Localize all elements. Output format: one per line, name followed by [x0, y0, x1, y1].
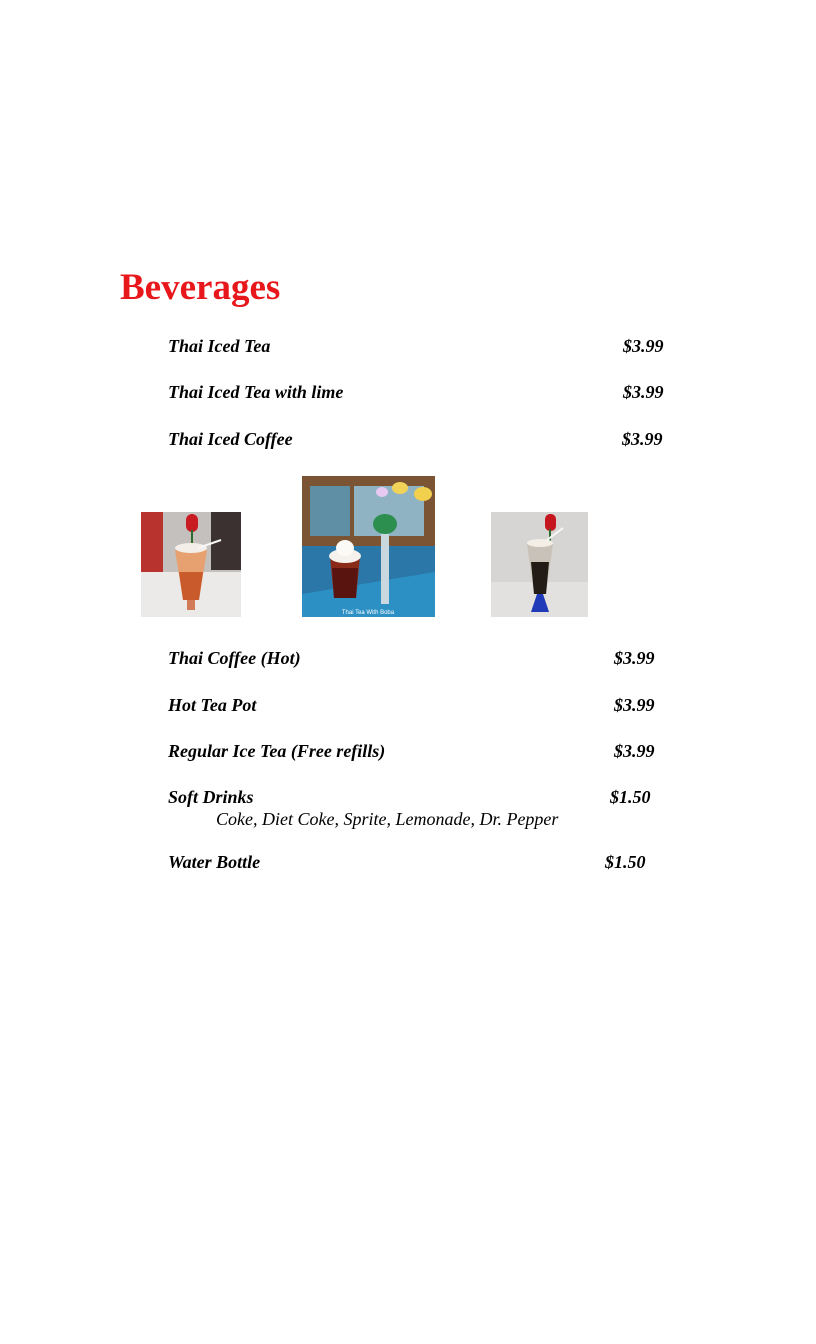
- thai-iced-coffee-photo: [491, 512, 588, 617]
- menu-item-description: Coke, Diet Coke, Sprite, Lemonade, Dr. Pepper: [216, 809, 559, 829]
- menu-item-price: $3.99: [622, 429, 663, 449]
- menu-item-price: $3.99: [623, 382, 664, 402]
- photo-caption: Thai Tea With Boba: [341, 610, 395, 616]
- menu-item-name: Thai Iced Tea with lime: [168, 382, 344, 402]
- menu-item-price: $3.99: [623, 336, 664, 356]
- menu-item-name: Thai Iced Coffee: [168, 429, 293, 449]
- menu-item-name: Thai Iced Tea: [168, 336, 271, 356]
- menu-item-price: $1.50: [610, 787, 651, 807]
- menu-item-price: $3.99: [614, 695, 655, 715]
- menu-item-price: $3.99: [614, 741, 655, 761]
- thai-iced-tea-photo: [141, 512, 241, 617]
- menu-item-price: $3.99: [614, 648, 655, 668]
- menu-item-name: Water Bottle: [168, 852, 261, 872]
- thai-tea-with-boba-photo: [302, 476, 435, 617]
- page-title: Beverages: [120, 267, 281, 308]
- menu-item-name: Hot Tea Pot: [168, 695, 257, 715]
- menu-item-name: Soft Drinks: [168, 787, 254, 807]
- menu-item-name: Thai Coffee (Hot): [168, 648, 301, 668]
- menu-item-name: Regular Ice Tea (Free refills): [168, 741, 386, 761]
- menu-item-price: $1.50: [605, 852, 646, 872]
